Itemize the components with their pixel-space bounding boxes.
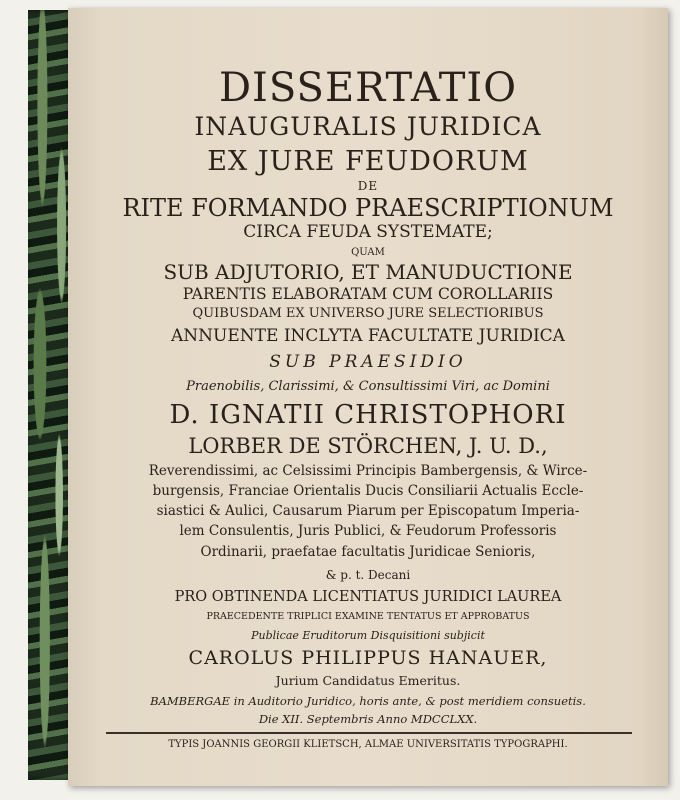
imprint-rule	[106, 732, 632, 734]
line-die-anno: Die XII. Septembris Anno MDCCLXX.	[258, 712, 478, 726]
line-bambergae: BAMBERGAE in Auditorio Juridico, horis ante, & post meridiem consuetis.	[150, 694, 586, 708]
line-praenobilis: Praenobilis, Clarissimi, & Consultissimi Viri, ac Domini	[186, 379, 550, 394]
line-lem-consulentis: lem Consulentis, Juris Publici, & Feudorum Professoris	[179, 523, 557, 539]
line-ignatii: D. IGNATII CHRISTOPHORI	[169, 400, 567, 430]
title-page	[68, 8, 668, 786]
line-jurium: Jurium Candidatus Emeritus.	[275, 673, 461, 688]
line-quam: QUAM	[351, 247, 385, 258]
line-annuente: ANNUENTE INCLYTA FACULTATE JURIDICA	[171, 326, 565, 346]
line-ordinarii: Ordinarii, praefatae facultatis Juridicae Senioris,	[200, 544, 536, 560]
line-circa-feuda: CIRCA FEUDA SYSTEMATE;	[243, 222, 493, 242]
line-quibusdam: QUIBUSDAM EX UNIVERSO JURE SELECTIORIBUS	[192, 306, 544, 321]
line-lorber: LORBER DE STÖRCHEN, J. U. D.,	[188, 434, 548, 458]
line-publicae: Publicae Eruditorum Disquisitioni subjicit	[251, 629, 485, 642]
line-parentis: PARENTIS ELABORATAM CUM COROLLARIIS	[182, 285, 554, 303]
line-burgensis: burgensis, Franciae Orientalis Ducis Consiliarii Actualis Eccle-	[152, 483, 584, 499]
line-praecedente: PRAECEDENTE TRIPLICI EXAMINE TENTATUS ET APPROBATUS	[206, 611, 530, 622]
line-carolus: CAROLUS PHILIPPUS HANAUER,	[188, 647, 548, 669]
line-sub-adjutorio: SUB ADJUTORIO, ET MANUDUCTIONE	[163, 260, 573, 284]
line-decani: & p. t. Decani	[325, 568, 411, 582]
line-rite-formando: RITE FORMANDO PRAESCRIPTIONUM	[122, 194, 614, 222]
line-siastici: siastici & Aulici, Causarum Piarum per Episcopatum Imperia-	[156, 503, 580, 519]
line-reverendissimi: Reverendissimi, ac Celsissimi Principis Bambergensis, & Wirce-	[148, 463, 588, 479]
line-pro-obtinenda: PRO OBTINENDA LICENTIATUS JURIDICI LAUREA	[174, 589, 562, 605]
line-dissertatio: DISSERTATIO	[218, 65, 518, 111]
line-de: DE	[357, 179, 379, 193]
line-sub-praesidio: SUB PRAESIDIO	[269, 352, 467, 372]
line-ex-jure-feudorum: EX JURE FEUDORUM	[207, 146, 529, 177]
line-inauguralis: INAUGURALIS JURIDICA	[194, 112, 542, 141]
imprint: TYPIS JOANNIS GEORGII KLIETSCH, ALMAE UNIVERSITATIS TYPOGRAPHI.	[168, 739, 568, 750]
